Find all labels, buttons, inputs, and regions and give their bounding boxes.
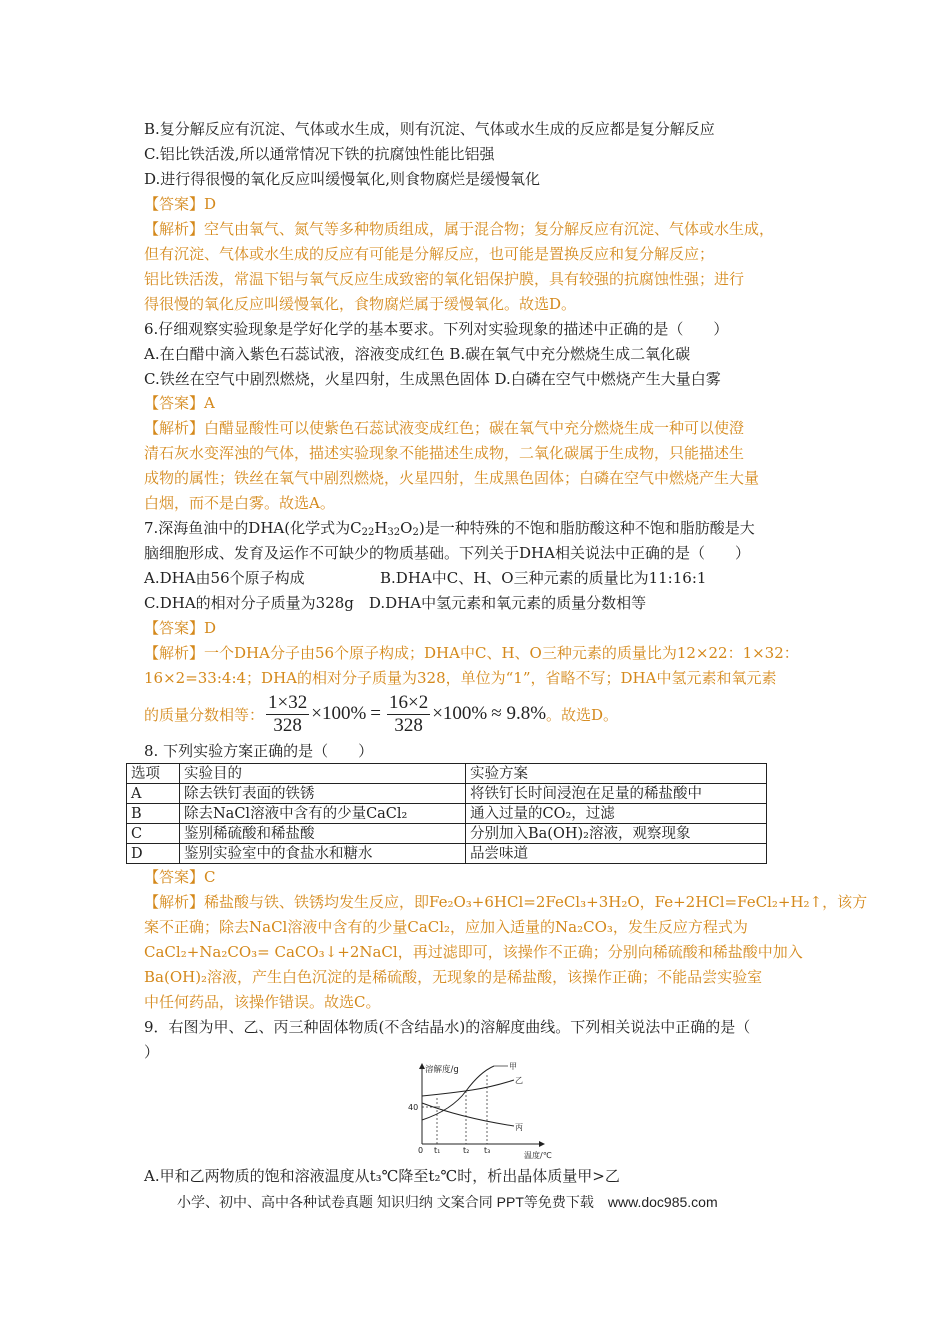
q6-stem: 6.仔细观察实验现象是学好化学的基本要求。下列对实验现象的描述中正确的是（ ）	[144, 320, 729, 338]
q7-equation-lead: 的质量分数相等：	[144, 705, 265, 724]
q6-analysis-line: 清石灰水变浑浊的气体，描述实验现象不能描述生成物，二氧化碳属于生成物，只能描述生	[144, 444, 745, 462]
fraction-o: $\frac{16\times 2}{328}$	[389, 691, 429, 736]
header-option: 选项	[127, 764, 180, 784]
q7-mass-fraction-equation: 的质量分数相等： $\frac{1\times 32}{328}$ ×100% = $\frac{16\times 2}{328}$ ×100% ≈ 9.8% 。故选D。	[144, 691, 619, 736]
table-row: C 鉴别稀硫酸和稀盐酸 分别加入Ba(OH)₂溶液，观察现象	[127, 824, 767, 844]
solubility-curve-chart	[402, 1060, 552, 1160]
x-tick-label: t₃	[484, 1146, 491, 1155]
q7-equation-tail: 。故选D。	[546, 705, 619, 724]
series-label-jia: 甲	[509, 1062, 517, 1071]
q6-analysis-line: 成物的属性；铁丝在氧气中剧烈燃烧，火星四射，生成黑色固体；白磷在空气中燃烧产生大量	[144, 469, 760, 487]
q8-analysis-line: 中任何药品，该操作错误。故选C。	[144, 993, 381, 1011]
q8-analysis-line: Ba(OH)₂溶液，产生白色沉淀的是稀硫酸，无现象的是稀盐酸，该操作正确；不能品尝实验室	[144, 968, 763, 986]
q7-stem-line2: 脑细胞形成、发育及运作不可缺少的物质基础。下列关于DHA相关说法中正确的是（ ）	[144, 544, 750, 562]
q5-answer: 【答案】D	[144, 195, 217, 213]
y-axis-label: 溶解度/g	[425, 1065, 459, 1075]
q8-answer: 【答案】C	[144, 868, 216, 886]
q8-analysis-line: CaCl₂+Na₂CO₃= CaCO₃↓+2NaCl，再过滤即可，该操作不正确；分别向稀硫酸和稀盐酸中加入	[144, 943, 803, 961]
table-row: B 除去NaCl溶液中含有的少量CaCl₂ 通入过量的CO₂，过滤	[127, 804, 767, 824]
q6-options-ab: A.在白醋中滴入紫色石蕊试液，溶液变成红色 B.碳在氧气中充分燃烧生成二氧化碳	[144, 345, 691, 363]
q6-answer: 【答案】A	[144, 394, 215, 412]
x-axis-label: 温度/℃	[524, 1151, 552, 1160]
q6-analysis-line: 【解析】白醋显酸性可以使紫色石蕊试液变成红色；碳在氧气中充分燃烧生成一种可以使澄	[144, 419, 745, 437]
series-label-bing: 丙	[515, 1123, 523, 1132]
q9-stem-line2: ）	[144, 1043, 160, 1061]
q5-option-b: B.复分解反应有沉淀、气体或水生成，则有沉淀、气体或水生成的反应都是复分解反应	[144, 120, 715, 138]
q5-analysis-line: 铝比铁活泼，常温下铝与氧气反应生成致密的氧化铝保护膜，具有较强的抗腐蚀性强；进行	[144, 270, 745, 288]
fraction-h: $\frac{1\times 32}{328}$	[268, 691, 308, 736]
header-plan: 实验方案	[466, 764, 767, 784]
q7-option-b: B.DHA中C、H、O三种元素的质量比为11:16:1	[380, 569, 707, 587]
q9-option-a: A.甲和乙两物质的饱和溶液温度从t₃℃降至t₂℃时，析出晶体质量甲>乙	[144, 1167, 620, 1185]
origin-label: 0	[418, 1146, 424, 1155]
header-purpose: 实验目的	[180, 764, 466, 784]
q8-analysis-line: 案不正确；除去NaCl溶液中含有的少量CaCl₂，应加入适量的Na₂CO₃，发生反应方程式为	[144, 918, 748, 936]
q7-answer: 【答案】D	[144, 619, 217, 637]
q9-stem-line1: 9．右图为甲、乙、丙三种固体物质(不含结晶水)的溶解度曲线。下列相关说法中正确的是（	[144, 1018, 751, 1036]
q6-options-cd: C.铁丝在空气中剧烈燃烧，火星四射，生成黑色固体 D.白磷在空气中燃烧产生大量白雾	[144, 370, 721, 388]
q5-analysis-line: 但有沉淀、气体或水生成的反应有可能是分解反应，也可能是置换反应和复分解反应；	[144, 245, 715, 263]
q6-analysis-line: 白烟，而不是白雾。故选A。	[144, 494, 335, 512]
y-tick-label: 40	[408, 1103, 419, 1112]
q8-table	[126, 763, 767, 864]
q5-option-c: C.铝比铁活泼,所以通常情况下铁的抗腐蚀性能比铝强	[144, 145, 495, 163]
page-footer: 小学、初中、高中各种试卷真题 知识归纳 文案合同 PPT等免费下载 www.doc985.com	[177, 1194, 718, 1210]
q5-analysis-line: 【解析】空气由氧气、氮气等多种物质组成，属于混合物；复分解反应有沉淀、气体或水生成，	[144, 220, 775, 238]
table-header-row	[127, 764, 767, 784]
q7-analysis-line: 【解析】一个DHA分子由56个原子构成；DHA中C、H、O三种元素的质量比为12×22：1×32：	[144, 644, 799, 662]
x-tick-label: t₂	[463, 1146, 470, 1155]
q7-option-a: A.DHA由56个原子构成	[144, 569, 305, 587]
series-label-yi: 乙	[515, 1076, 523, 1085]
q7-stem-line1: 7.深海鱼油中的DHA(化学式为$C_{22}H_{32}O_2$)是一种特殊的不饱和脂肪酸这种不饱和脂肪酸是大	[144, 519, 755, 538]
q8-analysis-line: 【解析】稀盐酸与铁、铁锈均发生反应，即Fe₂O₃+6HCl=2FeCl₃+3H₂O，Fe+2HCl=FeCl₂+H₂↑，该方	[144, 893, 868, 911]
q7-analysis-line: 16×2=33:4:4；DHA的相对分子质量为328，单位为“1”，省略不写；DHA中氢元素和氧元素	[144, 669, 777, 687]
q5-analysis-line: 得很慢的氧化反应叫缓慢氧化，食物腐烂属于缓慢氧化。故选D。	[144, 295, 577, 313]
x-tick-label: t₁	[434, 1146, 441, 1155]
table-row: D 鉴别实验室中的食盐水和糖水 品尝味道	[127, 844, 767, 864]
q8-stem: 8. 下列实验方案正确的是（ ）	[144, 742, 374, 760]
table-row: A 除去铁钉表面的铁锈 将铁钉长时间浸泡在足量的稀盐酸中	[127, 784, 767, 804]
q7-options-cd: C.DHA的相对分子质量为328g D.DHA中氢元素和氧元素的质量分数相等	[144, 594, 647, 612]
q5-option-d: D.进行得很慢的氧化反应叫缓慢氧化,则食物腐烂是缓慢氧化	[144, 170, 541, 188]
